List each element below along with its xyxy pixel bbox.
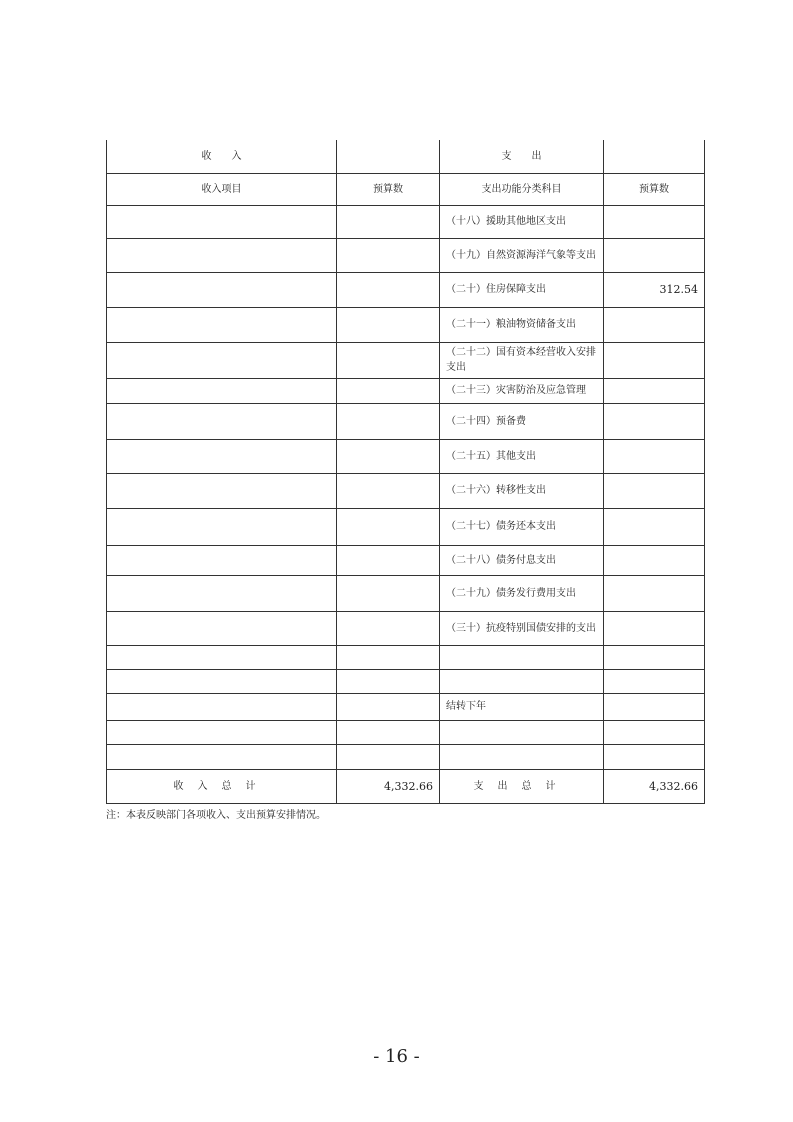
expenditure-budget-header: 预算数 — [604, 173, 705, 205]
empty-cell — [604, 140, 705, 173]
income-budget-cell — [337, 575, 440, 611]
income-item-header: 收入项目 — [107, 173, 337, 205]
expenditure-item-cell: （二十）住房保障支出 — [440, 272, 604, 307]
expenditure-budget-cell: 312.54 — [604, 272, 705, 307]
table-row — [107, 238, 705, 272]
expenditure-budget-cell — [604, 720, 705, 744]
income-item-cell — [107, 720, 337, 744]
income-budget-cell — [337, 545, 440, 575]
expenditure-budget-cell — [604, 744, 705, 769]
income-item-cell — [107, 403, 337, 439]
table-row — [107, 645, 705, 669]
expenditure-item-cell: （二十四）预备费 — [440, 403, 604, 439]
section-header-row — [107, 140, 705, 173]
empty-cell — [337, 140, 440, 173]
income-item-cell — [107, 693, 337, 720]
expenditure-item-cell: （二十一）粮油物资储备支出 — [440, 307, 604, 342]
income-total-label: 收入总计 — [107, 769, 337, 803]
table-row — [107, 744, 705, 769]
expenditure-total-label: 支出总计 — [440, 769, 604, 803]
table-row — [107, 473, 705, 508]
income-budget-cell — [337, 744, 440, 769]
expenditure-item-header: 支出功能分类科目 — [440, 173, 604, 205]
income-budget-cell — [337, 720, 440, 744]
income-item-cell — [107, 238, 337, 272]
income-item-cell — [107, 645, 337, 669]
expenditure-budget-cell — [604, 403, 705, 439]
expenditure-item-cell — [440, 744, 604, 769]
income-item-cell — [107, 611, 337, 645]
totals-row — [107, 769, 705, 803]
expenditure-budget-cell — [604, 342, 705, 378]
income-budget-cell — [337, 378, 440, 403]
expenditure-item-cell: （二十二）国有资本经营收入安排支出 — [440, 342, 604, 378]
expenditure-budget-cell — [604, 307, 705, 342]
expenditure-budget-cell — [604, 693, 705, 720]
table-row — [107, 272, 705, 307]
income-item-cell — [107, 545, 337, 575]
income-budget-cell — [337, 645, 440, 669]
expenditure-item-cell: （三十）抗疫特别国债安排的支出 — [440, 611, 604, 645]
expenditure-item-cell — [440, 645, 604, 669]
income-budget-cell — [337, 693, 440, 720]
expenditure-item-cell: （十八）援助其他地区支出 — [440, 205, 604, 238]
income-item-cell — [107, 575, 337, 611]
budget-table — [106, 140, 705, 804]
income-budget-cell — [337, 272, 440, 307]
income-budget-cell — [337, 473, 440, 508]
income-budget-cell — [337, 508, 440, 545]
expenditure-budget-cell — [604, 238, 705, 272]
income-budget-header: 预算数 — [337, 173, 440, 205]
income-item-cell — [107, 205, 337, 238]
expenditure-budget-cell — [604, 545, 705, 575]
table-row — [107, 545, 705, 575]
income-budget-cell — [337, 342, 440, 378]
expenditure-item-cell: （二十五）其他支出 — [440, 439, 604, 473]
table-row — [107, 611, 705, 645]
expenditure-item-cell: 结转下年 — [440, 693, 604, 720]
income-item-cell — [107, 439, 337, 473]
expenditure-item-cell: （二十七）债务还本支出 — [440, 508, 604, 545]
income-item-cell — [107, 272, 337, 307]
expenditure-budget-cell — [604, 205, 705, 238]
income-budget-cell — [337, 205, 440, 238]
table-row — [107, 205, 705, 238]
income-budget-cell — [337, 403, 440, 439]
table-row — [107, 403, 705, 439]
expenditure-item-cell: （二十六）转移性支出 — [440, 473, 604, 508]
income-item-cell — [107, 508, 337, 545]
income-budget-cell — [337, 238, 440, 272]
expenditure-item-cell: （二十三）灾害防治及应急管理 — [440, 378, 604, 403]
expenditure-budget-cell — [604, 575, 705, 611]
income-item-cell — [107, 669, 337, 693]
expenditure-budget-cell — [604, 473, 705, 508]
expenditure-item-cell: （十九）自然资源海洋气象等支出 — [440, 238, 604, 272]
table-row — [107, 307, 705, 342]
income-total-value: 4,332.66 — [337, 769, 440, 803]
expenditure-item-cell: （二十九）债务发行费用支出 — [440, 575, 604, 611]
income-budget-cell — [337, 611, 440, 645]
expenditure-budget-cell — [604, 611, 705, 645]
table-row — [107, 693, 705, 720]
income-item-cell — [107, 342, 337, 378]
expenditure-budget-cell — [604, 645, 705, 669]
expenditure-section-header: 支 出 — [440, 140, 604, 173]
income-item-cell — [107, 744, 337, 769]
expenditure-item-cell — [440, 669, 604, 693]
expenditure-item-cell: （二十八）债务付息支出 — [440, 545, 604, 575]
table-note: 注：本表反映部门各项收入、支出预算安排情况。 — [106, 810, 326, 821]
income-item-cell — [107, 473, 337, 508]
income-budget-cell — [337, 439, 440, 473]
table-row — [107, 720, 705, 744]
page-number: - 16 - — [373, 1046, 420, 1067]
income-item-cell — [107, 307, 337, 342]
table-row — [107, 669, 705, 693]
table-row — [107, 378, 705, 403]
income-section-header: 收 入 — [107, 140, 337, 173]
table-row — [107, 342, 705, 378]
expenditure-budget-cell — [604, 669, 705, 693]
income-budget-cell — [337, 307, 440, 342]
income-budget-cell — [337, 669, 440, 693]
expenditure-total-value: 4,332.66 — [604, 769, 705, 803]
income-item-cell — [107, 378, 337, 403]
table-row — [107, 508, 705, 545]
column-header-row — [107, 173, 705, 205]
expenditure-budget-cell — [604, 508, 705, 545]
table-row — [107, 575, 705, 611]
expenditure-budget-cell — [604, 378, 705, 403]
expenditure-budget-cell — [604, 439, 705, 473]
table-row — [107, 439, 705, 473]
expenditure-item-cell — [440, 720, 604, 744]
